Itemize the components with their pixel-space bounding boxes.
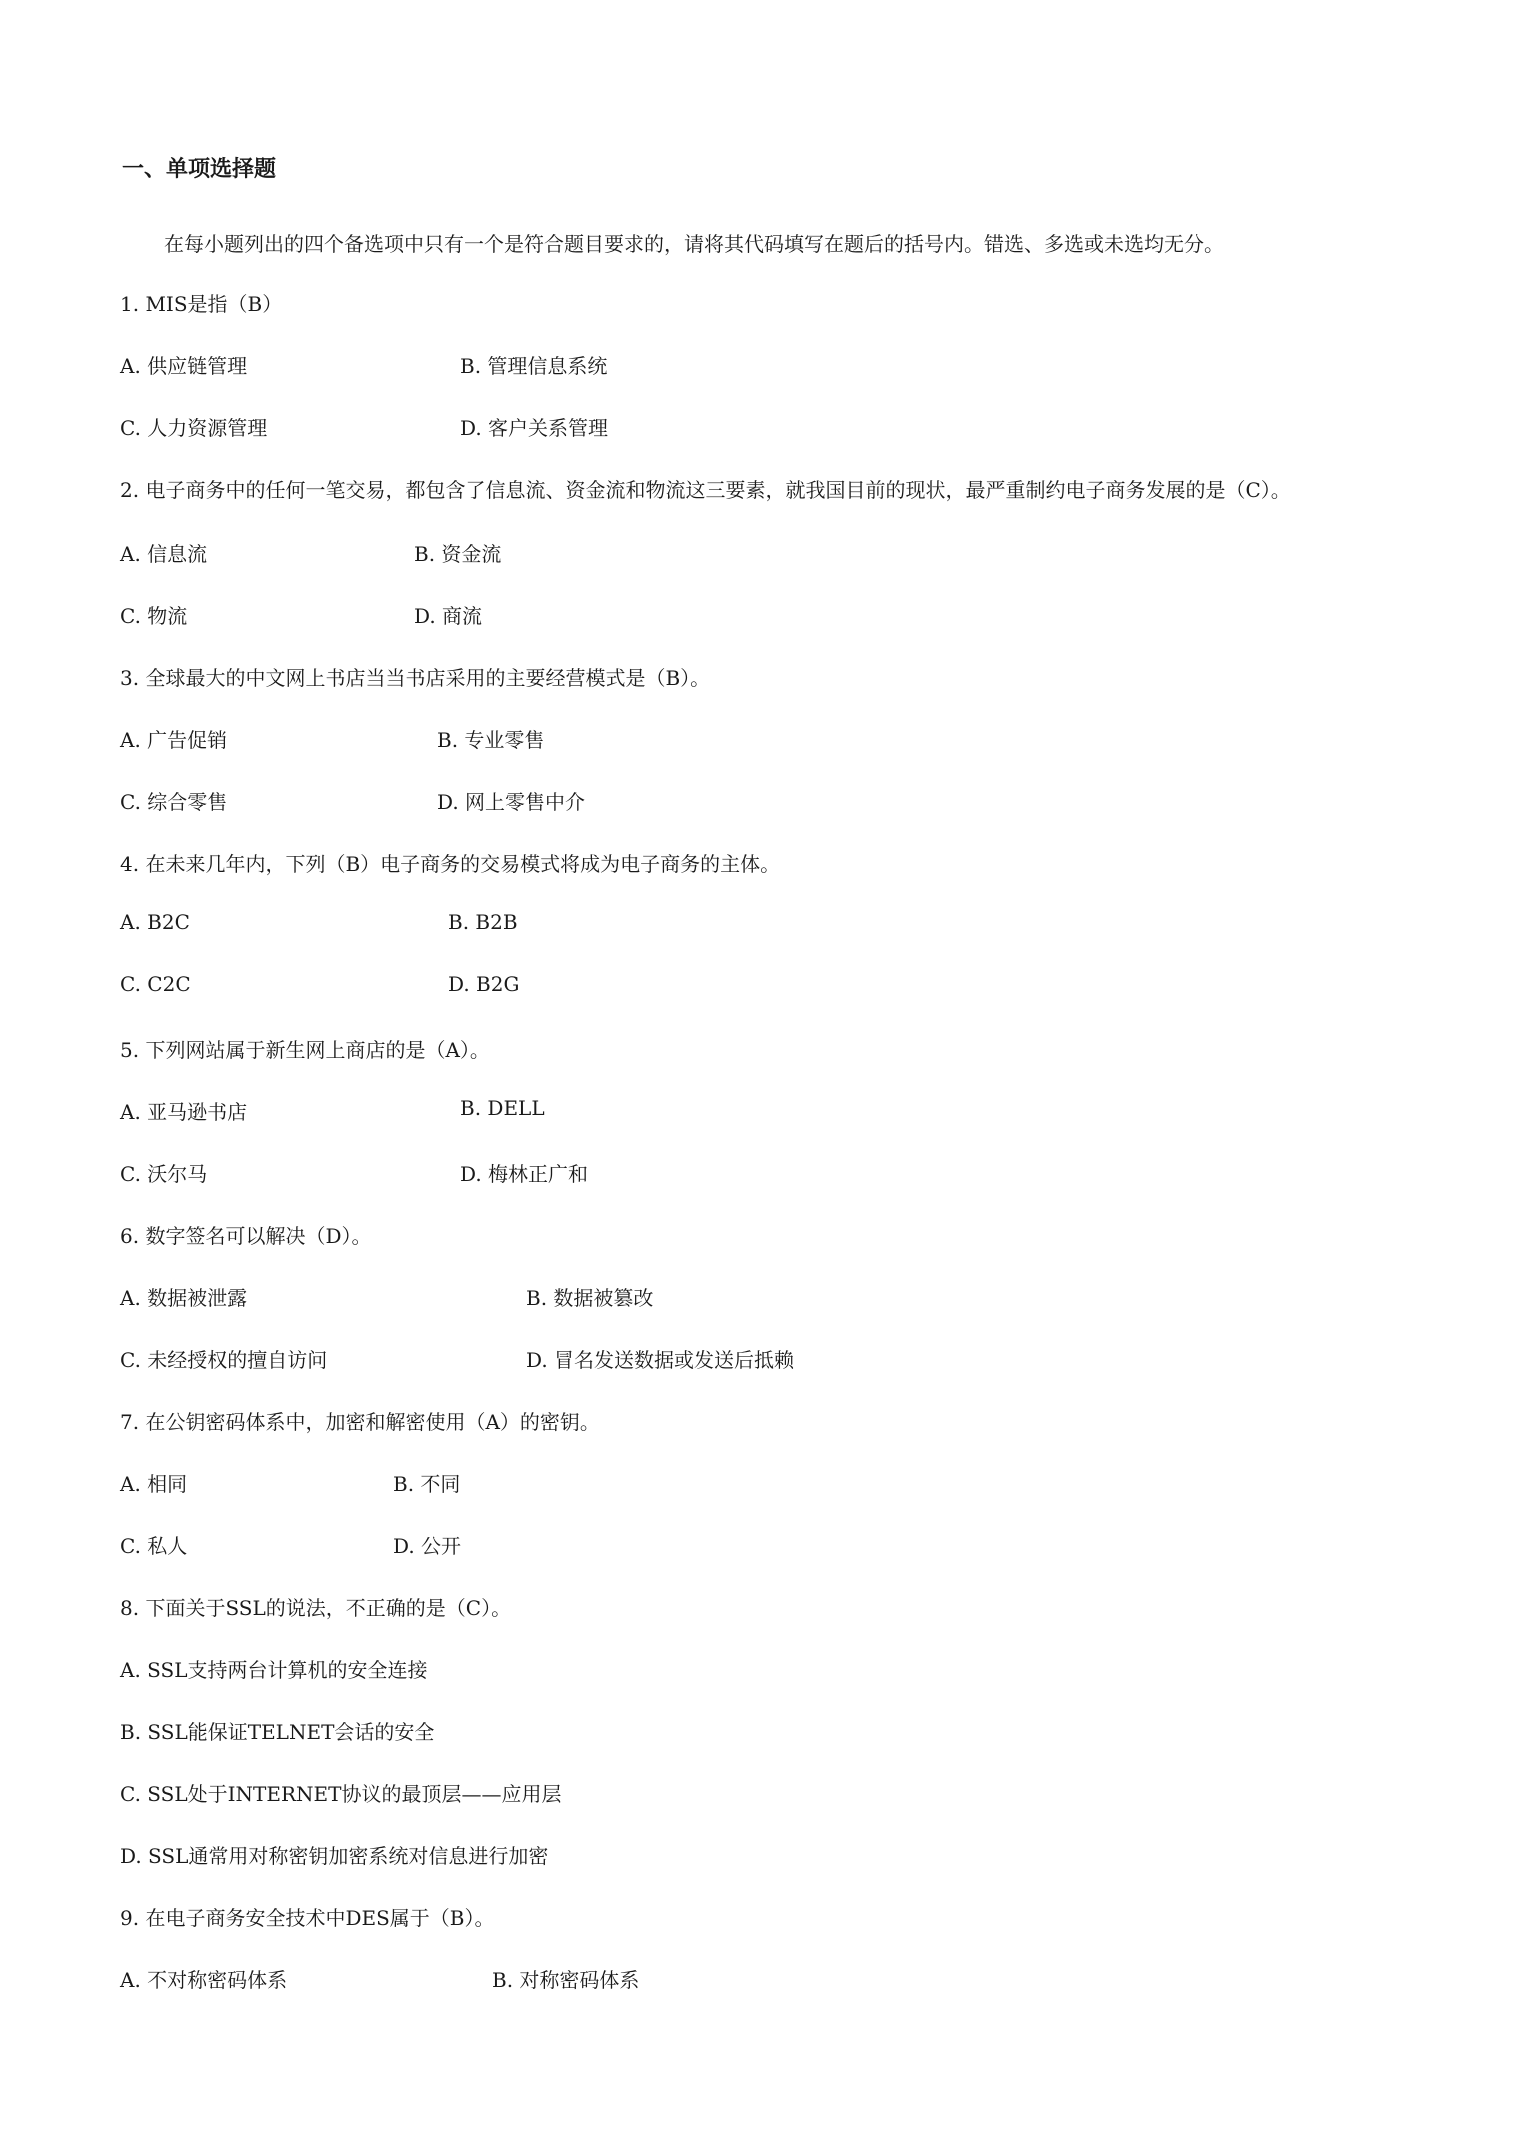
- question-3-stem: 3. 全球最大的中文网上书店当当书店采用的主要经营模式是（B）。: [120, 666, 711, 690]
- question-6-option-d: D. 冒名发送数据或发送后抵赖: [526, 1348, 795, 1372]
- question-4-option-c: C. C2C: [120, 972, 191, 996]
- question-4-option-b: B. B2B: [448, 910, 518, 934]
- question-5-option-b: B. DELL: [460, 1096, 545, 1120]
- question-2-option-c: C. 物流: [120, 604, 188, 628]
- question-6-stem: 6. 数字签名可以解决（D）。: [120, 1224, 372, 1248]
- question-8-option-b: B. SSL能保证TELNET会话的安全: [120, 1720, 435, 1744]
- question-3-option-c: C. 综合零售: [120, 790, 228, 814]
- question-4-stem: 4. 在未来几年内，下列（B）电子商务的交易模式将成为电子商务的主体。: [120, 852, 781, 876]
- question-1-stem: 1. MIS是指（B）: [120, 292, 283, 316]
- question-8-option-d: D. SSL通常用对称密钥加密系统对信息进行加密: [120, 1844, 549, 1868]
- question-8-stem: 8. 下面关于SSL的说法，不正确的是（C）。: [120, 1596, 512, 1620]
- question-5-stem: 5. 下列网站属于新生网上商店的是（A）。: [120, 1038, 490, 1062]
- question-2-option-b: B. 资金流: [414, 542, 502, 566]
- question-2-option-d: D. 商流: [414, 604, 483, 628]
- section-heading: 一、单项选择题: [122, 156, 277, 182]
- question-7-stem: 7. 在公钥密码体系中，加密和解密使用（A）的密钥。: [120, 1410, 600, 1434]
- question-2-stem: 2. 电子商务中的任何一笔交易，都包含了信息流、资金流和物流这三要素，就我国目前的现状，最严重制约电子商务发展的是（C）。: [120, 478, 1291, 502]
- question-4-option-d: D. B2G: [448, 972, 520, 996]
- question-4-option-a: A. B2C: [120, 910, 190, 934]
- question-6-option-c: C. 未经授权的擅自访问: [120, 1348, 328, 1372]
- question-6-option-a: A. 数据被泄露: [120, 1286, 248, 1310]
- question-5-option-c: C. 沃尔马: [120, 1162, 208, 1186]
- question-7-option-b: B. 不同: [393, 1472, 461, 1496]
- question-9-option-b: B. 对称密码体系: [492, 1968, 640, 1992]
- question-9-option-a: A. 不对称密码体系: [120, 1968, 288, 1992]
- question-5-option-a: A. 亚马逊书店: [120, 1100, 248, 1124]
- question-7-option-a: A. 相同: [120, 1472, 188, 1496]
- question-8-option-c: C. SSL处于INTERNET协议的最顶层——应用层: [120, 1782, 562, 1806]
- question-7-option-d: D. 公开: [393, 1534, 462, 1558]
- question-6-option-b: B. 数据被篡改: [526, 1286, 654, 1310]
- question-3-option-d: D. 网上零售中介: [437, 790, 586, 814]
- question-1-option-b: B. 管理信息系统: [460, 354, 608, 378]
- question-7-option-c: C. 私人: [120, 1534, 188, 1558]
- question-2-option-a: A. 信息流: [120, 542, 208, 566]
- question-8-option-a: A. SSL支持两台计算机的安全连接: [120, 1658, 428, 1682]
- question-3-option-b: B. 专业零售: [437, 728, 545, 752]
- question-1-option-a: A. 供应链管理: [120, 354, 248, 378]
- question-1-option-c: C. 人力资源管理: [120, 416, 268, 440]
- section-instruction: 在每小题列出的四个备选项中只有一个是符合题目要求的，请将其代码填写在题后的括号内。错选、多选或未选均无分。: [164, 232, 1224, 256]
- question-3-option-a: A. 广告促销: [120, 728, 228, 752]
- question-1-option-d: D. 客户关系管理: [460, 416, 609, 440]
- question-9-stem: 9. 在电子商务安全技术中DES属于（B）。: [120, 1906, 495, 1930]
- question-5-option-d: D. 梅林正广和: [460, 1162, 589, 1186]
